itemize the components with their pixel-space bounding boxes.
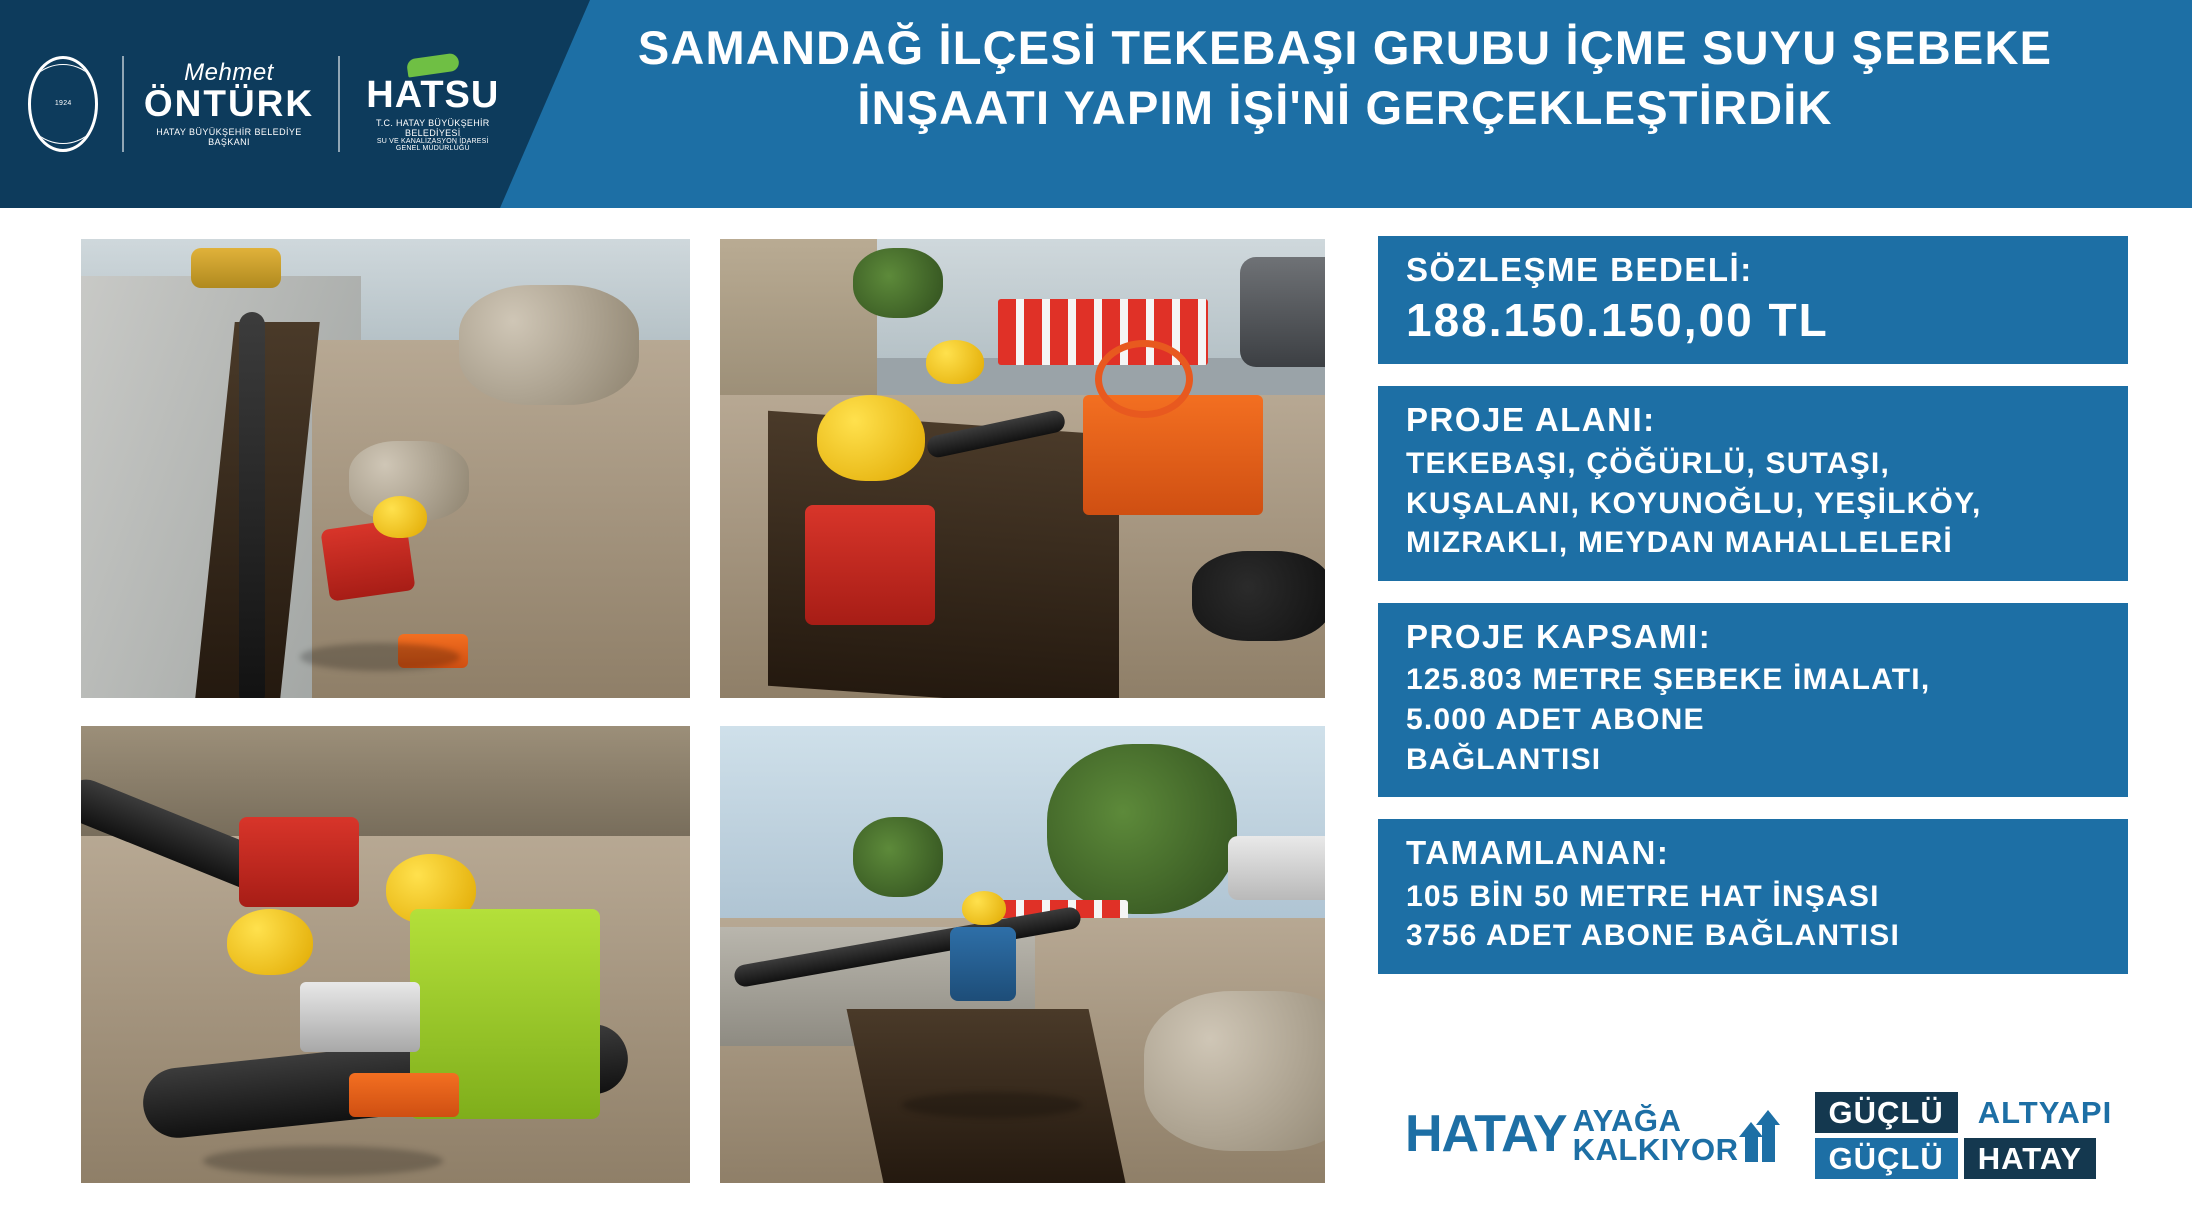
- page-title-line-2: İNŞAATI YAPIM İŞİ'Nİ GERÇEKLEŞTİRDİK: [857, 81, 1833, 135]
- panel-completed-line-2: 3756 ADET ABONE BAĞLANTISI: [1406, 919, 1901, 953]
- photo-grid: [78, 236, 1328, 1186]
- guclu-altyapi-logo: [1815, 1092, 2127, 1179]
- hatsu-subtitle-2: SU VE KANALİZASYON İDARESİ GENEL MÜDÜRLÜĞÜ: [376, 138, 489, 152]
- mayor-last-name: ÖNTÜRK: [143, 83, 315, 125]
- header-logos: [0, 0, 500, 208]
- guclu-row-1: [1815, 1092, 2127, 1133]
- panel-project-scope: [1378, 603, 2128, 797]
- panel-completed: [1378, 819, 2128, 974]
- guclu-row-2: [1815, 1138, 2127, 1179]
- hatsu-subtitle-1: T.C. HATAY BÜYÜKŞEHİR BELEDİYESİ: [375, 118, 490, 138]
- photo-4-scene: [720, 726, 1325, 1183]
- guclu-chip-1: GÜÇLÜ: [1815, 1092, 1958, 1133]
- photo-4: [717, 723, 1328, 1186]
- panel-project-scope-line-2: 5.000 ADET ABONE: [1406, 703, 1705, 737]
- page-title: [520, 18, 2170, 138]
- page-title-line-1: SAMANDAĞ İLÇESİ TEKEBAŞI GRUBU İÇME SUYU ŞEBEKE: [637, 21, 2053, 74]
- hatay-slogan-line-2: KALKIYOR: [1572, 1132, 1739, 1167]
- photo-1-scene: [81, 239, 690, 698]
- logo-divider-1: [122, 56, 123, 152]
- hatay-ayaga-kalkiyor-logo: [1405, 1102, 1795, 1167]
- hatay-slogan-line-1: AYAĞA: [1572, 1102, 1682, 1138]
- hatay-slogan: [1572, 1102, 1739, 1167]
- panel-project-area-title: PROJE ALANI:: [1406, 401, 1656, 439]
- photo-1: [78, 236, 693, 701]
- panel-project-area-line-2: KUŞALANI, KOYUNOĞLU, YEŞİLKÖY,: [1406, 486, 1982, 520]
- guclu-chip-2: GÜÇLÜ: [1815, 1138, 1958, 1179]
- hatsu-logo: [366, 56, 500, 152]
- page-header: [0, 0, 2192, 208]
- panel-contract-amount-value: 188.150.150,00 TL: [1406, 293, 1829, 346]
- panel-project-area: [1378, 386, 2128, 580]
- mayor-logo: [144, 61, 314, 147]
- logo-divider-2: [338, 56, 339, 152]
- municipality-crest-icon: [28, 56, 98, 152]
- hatay-wordmark: HATAY: [1405, 1105, 1567, 1164]
- photo-3: [78, 723, 693, 1186]
- panel-project-area-line-3: MIZRAKLI, MEYDAN MAHALLELERİ: [1406, 526, 1953, 560]
- up-arrows-icon: [1743, 1108, 1789, 1162]
- photo-2-scene: [720, 239, 1325, 698]
- altyapi-chip: ALTYAPI: [1977, 1094, 2113, 1130]
- hatay-chip: HATAY: [1964, 1138, 2096, 1179]
- panel-project-area-line-1: TEKEBAŞI, ÇÖĞÜRLÜ, SUTAŞI,: [1406, 447, 1890, 481]
- crest-inner-label: 1924: [28, 64, 98, 144]
- photo-3-scene: [81, 726, 690, 1183]
- photo-2: [717, 236, 1328, 701]
- mayor-subtitle: HATAY BÜYÜKŞEHİR BELEDİYE BAŞKANI: [156, 126, 302, 147]
- panel-completed-line-1: 105 BİN 50 METRE HAT İNŞASI: [1406, 879, 1880, 913]
- panel-project-scope-line-1: 125.803 METRE ŞEBEKE İMALATI,: [1406, 663, 1931, 697]
- mayor-first-name: Mehmet: [184, 59, 274, 87]
- info-panels: [1378, 236, 2128, 996]
- panel-project-scope-title: PROJE KAPSAMI:: [1406, 617, 1712, 655]
- panel-contract-amount: [1378, 236, 2128, 364]
- panel-project-scope-line-3: BAĞLANTISI: [1406, 742, 1602, 776]
- hatsu-name: HATSU: [366, 74, 500, 116]
- panel-contract-amount-title: SÖZLEŞME BEDELİ:: [1406, 251, 1753, 288]
- footer-logos: [1405, 1080, 2125, 1190]
- panel-completed-title: TAMAMLANAN:: [1406, 834, 1670, 872]
